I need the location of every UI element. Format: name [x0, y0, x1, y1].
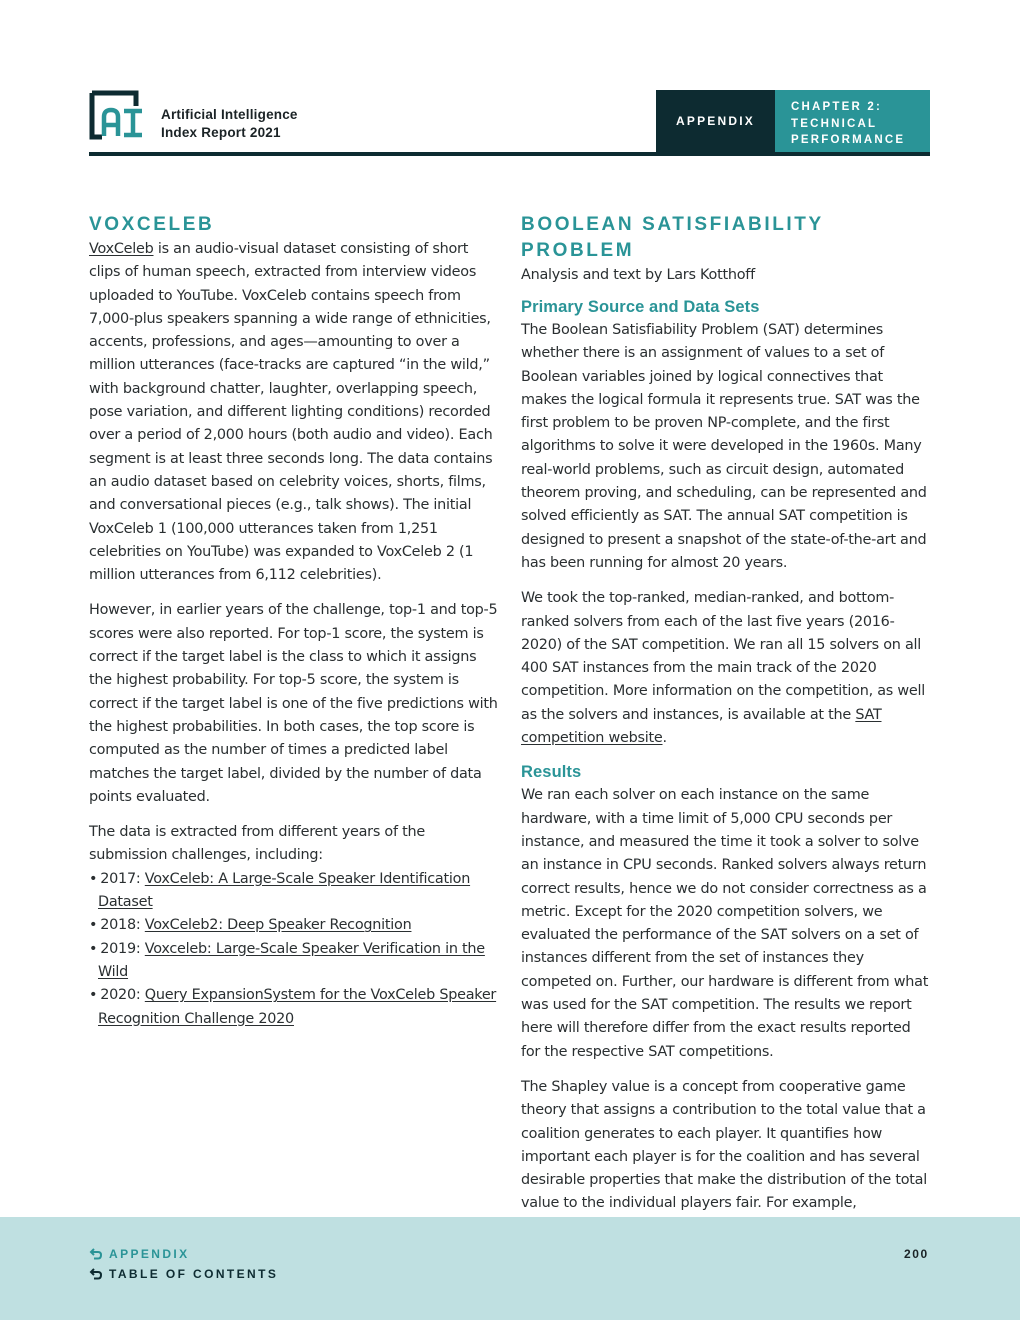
- sat-paragraph-2: [521, 587, 933, 750]
- chapter-tab[interactable]: [775, 90, 930, 152]
- sat-heading-line2: PROBLEM: [521, 240, 635, 261]
- footer-toc-link[interactable]: [89, 1267, 278, 1281]
- sat-heading-line1: BOOLEAN SATISFIABILITY: [521, 214, 824, 235]
- list-item-year: 2018:: [100, 917, 145, 934]
- list-item: [89, 868, 501, 915]
- sat-paragraph-4: The Shapley value is a concept from cooperative game theory that assigns a contribution to the total value that a coalition generates to each player. It quantifies how important each player is for the coalition and has several desirable properties that make the distribution of the total value to the individual players fair. For example,: [521, 1078, 927, 1212]
- voxceleb-paragraph-3: The data is extracted from different years of the submission challenges, including:: [89, 824, 425, 864]
- sat-paragraph-1: The Boolean Satisfiability Problem (SAT) determines whether there is an assignment of values to a set of Boolean variables joined by logical connectives that makes the logical formula it represents true. SAT was the first problem to be proven NP-complete, and the first algorithms to solve it were developed in the 1960s. Many real-world problems, such as circuit design, automated theorem proving, and scheduling, can be represented and solved efficiently as SAT. The annual SAT competition is designed to present a snapshot of the state-of-the-art and has been running for almost 20 years.: [521, 322, 927, 571]
- page-header: [89, 90, 930, 156]
- voxceleb-paragraph-2: However, in earlier years of the challenge, top-1 and top-5 scores were also reported. For top-1 score, the system is correct if the target label is the class to which it assigns the highest probability. For top-5 score, the system is correct if the target label is one of the five predictions with the highest probabilities. In both cases, the top score is computed as the number of times a predicted label matches the target label, divided by the number of data points evaluated.: [89, 602, 498, 805]
- left-column: [89, 212, 501, 1031]
- list-item-link[interactable]: VoxCeleb: A Large-Scale Speaker Identification Dataset: [98, 870, 471, 911]
- list-item-link[interactable]: VoxCeleb2: Deep Speaker Recognition: [144, 917, 412, 934]
- return-arrow-icon: [89, 1267, 103, 1281]
- sat-paragraph-2-text: We took the top-ranked, median-ranked, and bottom-ranked solvers from each of the last five years (2016-2020) of the SAT competition. We ran all 15 solvers on all 400 SAT instances from the main track of the 2020 competition. More information on the competition, as well as the solvers and instances, is available at the: [521, 590, 925, 723]
- page-number: 200: [904, 1247, 929, 1261]
- ai-index-logo[interactable]: [89, 90, 149, 140]
- page-footer: [0, 1217, 1020, 1320]
- report-title-line2: Index Report 2021: [161, 125, 281, 140]
- chapter-line2: TECHNICAL: [791, 117, 878, 130]
- footer-appendix-label: APPENDIX: [109, 1247, 190, 1261]
- list-item-year: 2020:: [100, 987, 145, 1004]
- sat-paragraph-2-end: .: [662, 730, 667, 747]
- appendix-tab[interactable]: APPENDIX: [656, 90, 775, 152]
- list-item: [89, 984, 501, 1031]
- list-item-year: 2017:: [100, 870, 145, 887]
- chapter-line1: CHAPTER 2:: [791, 101, 883, 113]
- return-arrow-icon: [89, 1247, 103, 1261]
- right-column: [521, 212, 933, 1216]
- list-item: [89, 938, 501, 985]
- footer-appendix-link[interactable]: [89, 1247, 190, 1261]
- report-title-line1: Artificial Intelligence: [161, 107, 298, 122]
- results-heading: Results: [521, 763, 582, 782]
- voxceleb-paragraph-1-text: is an audio-visual dataset consisting of short clips of human speech, extracted from interview videos uploaded to YouTube. VoxCeleb contains speech from 7,000-plus speakers spanning a wide range of ethnicities, accents, professions, and ages—amounting to over a million utterances (face-tracks are captured “in the wild,” with background chatter, laughter, overlapping speech, pose variation, and different lighting conditions) recorded over a period of 2,000 hours (both audio and video). Each segment is at least three seconds long. The data contains an audio dataset based on celebrity voices, shorts, films, and conversational pieces (e.g., talk shows). The initial VoxCeleb 1 (100,000 utterances taken from 1,251 celebrities on YouTube) was expanded to VoxCeleb 2 (1 million utterances from 6,112 celebrities).: [89, 241, 493, 584]
- sat-paragraph-3: We ran each solver on each instance on the same hardware, with a time limit of 5,000 CPU seconds per instance, and measured the time it took a solver to solve an instance in CPU seconds. Ranked solvers always return correct results, hence we do not consider correctness as a metric. Except for the 2020 competition solvers, we evaluated the performance of the SAT solvers on a set of instances different from the set of instances they competed on. Further, our hardware is different from what was used for the SAT competition. The results we report here will therefore differ from the exact results reported for the respective SAT competitions.: [521, 787, 929, 1060]
- challenge-list: [89, 868, 501, 1031]
- footer-toc-label: TABLE OF CONTENTS: [109, 1267, 279, 1281]
- voxceleb-link[interactable]: VoxCeleb: [89, 241, 154, 257]
- primary-source-heading: Primary Source and Data Sets: [521, 298, 760, 316]
- voxceleb-paragraph-1: [89, 238, 501, 587]
- list-item-year: 2019:: [100, 940, 145, 957]
- list-item-link[interactable]: Voxceleb: Large-Scale Speaker Verification in the Wild: [98, 940, 485, 980]
- byline: Analysis and text by Lars Kotthoff: [521, 267, 755, 283]
- list-item-link[interactable]: Query ExpansionSystem for the VoxCeleb Speaker Recognition Challenge 2020: [98, 987, 497, 1027]
- list-item: [89, 914, 501, 937]
- voxceleb-heading: VOXCELEB: [89, 214, 215, 235]
- sat-competition-link[interactable]: SAT competition website: [521, 706, 882, 747]
- sat-heading: [521, 212, 933, 264]
- header-divider: [89, 152, 930, 156]
- chapter-line3: PERFORMANCE: [791, 134, 906, 146]
- report-title: [161, 106, 298, 142]
